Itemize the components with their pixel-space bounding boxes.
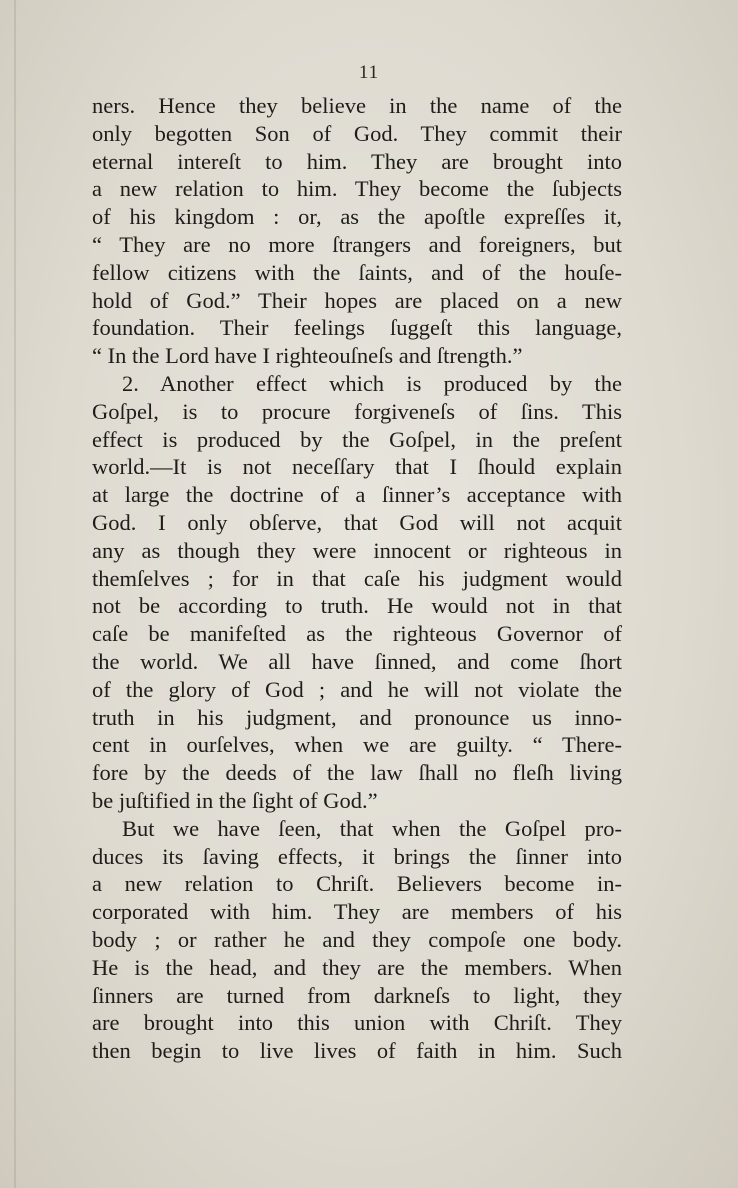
- text-line: not be according to truth. He would not in that: [92, 593, 622, 619]
- text-line: body ; or rather he and they compoſe one body.: [92, 926, 622, 952]
- text-line: the world. We all have ſinned, and come ſhort: [92, 648, 622, 674]
- text-line: be juſtified in the ſight of God.”: [92, 787, 378, 813]
- text-line: foundation. Their feelings ſuggeſt this language,: [92, 315, 622, 341]
- text-line: a new relation to him. They become the ſubjects: [92, 176, 622, 202]
- text-line: Goſpel, is to procure forgiveneſs of ſins. This: [92, 398, 622, 424]
- text-line: at large the doctrine of a ſinner’s acceptance with: [92, 482, 622, 508]
- text-line: truth in his judgment, and pronounce us inno-: [92, 704, 622, 730]
- text-line: hold of God.” Their hopes are placed on a new: [92, 287, 622, 313]
- text-line: ſinners are turned from darkneſs to light, they: [92, 982, 622, 1008]
- text-line: any as though they were innocent or righteous in: [92, 537, 622, 563]
- text-line: eternal intereſt to him. They are brought into: [92, 148, 622, 174]
- text-line: themſelves ; for in that caſe his judgment would: [92, 565, 622, 591]
- text-line: But we have ſeen, that when the Goſpel pro-: [122, 815, 622, 841]
- text-line: of the glory of God ; and he will not violate the: [92, 676, 622, 702]
- text-line: ners. Hence they believe in the name of the: [92, 93, 622, 118]
- body-text: [92, 92, 622, 1065]
- text-line: world.—It is not neceſſary that I ſhould explain: [92, 454, 622, 480]
- text-line: “ They are no more ſtrangers and foreigners, but: [92, 231, 622, 257]
- text-line: are brought into this union with Chriſt. They: [92, 1010, 622, 1036]
- text-line: “ In the Lord have I righteouſneſs and ſtrength.”: [92, 343, 523, 369]
- text-line: fellow citizens with the ſaints, and of the houſe-: [92, 259, 622, 285]
- text-line: corporated with him. They are members of his: [92, 899, 622, 925]
- text-line: fore by the deeds of the law ſhall no fleſh living: [92, 760, 622, 786]
- page-number: 11: [358, 62, 380, 83]
- text-line: a new relation to Chriſt. Believers become in-: [92, 871, 622, 897]
- text-line: caſe be manifeſted as the righteous Governor of: [92, 621, 622, 647]
- text-line: of his kingdom : or, as the apoſtle expreſſes it,: [92, 204, 622, 230]
- text-line: only begotten Son of God. They commit their: [92, 120, 622, 146]
- text-line: God. I only obſerve, that God will not acquit: [92, 509, 622, 535]
- text-line: duces its ſaving effects, it brings the ſinner into: [92, 843, 622, 869]
- text-line: He is the head, and they are the members. When: [92, 954, 622, 980]
- text-line: 2. Another effect which is produced by the: [122, 370, 622, 396]
- text-line: effect is produced by the Goſpel, in the preſent: [92, 426, 622, 452]
- text-line: then begin to live lives of faith in him. Such: [92, 1038, 622, 1064]
- text-line: cent in ourſelves, when we are guilty. “ There-: [92, 732, 622, 758]
